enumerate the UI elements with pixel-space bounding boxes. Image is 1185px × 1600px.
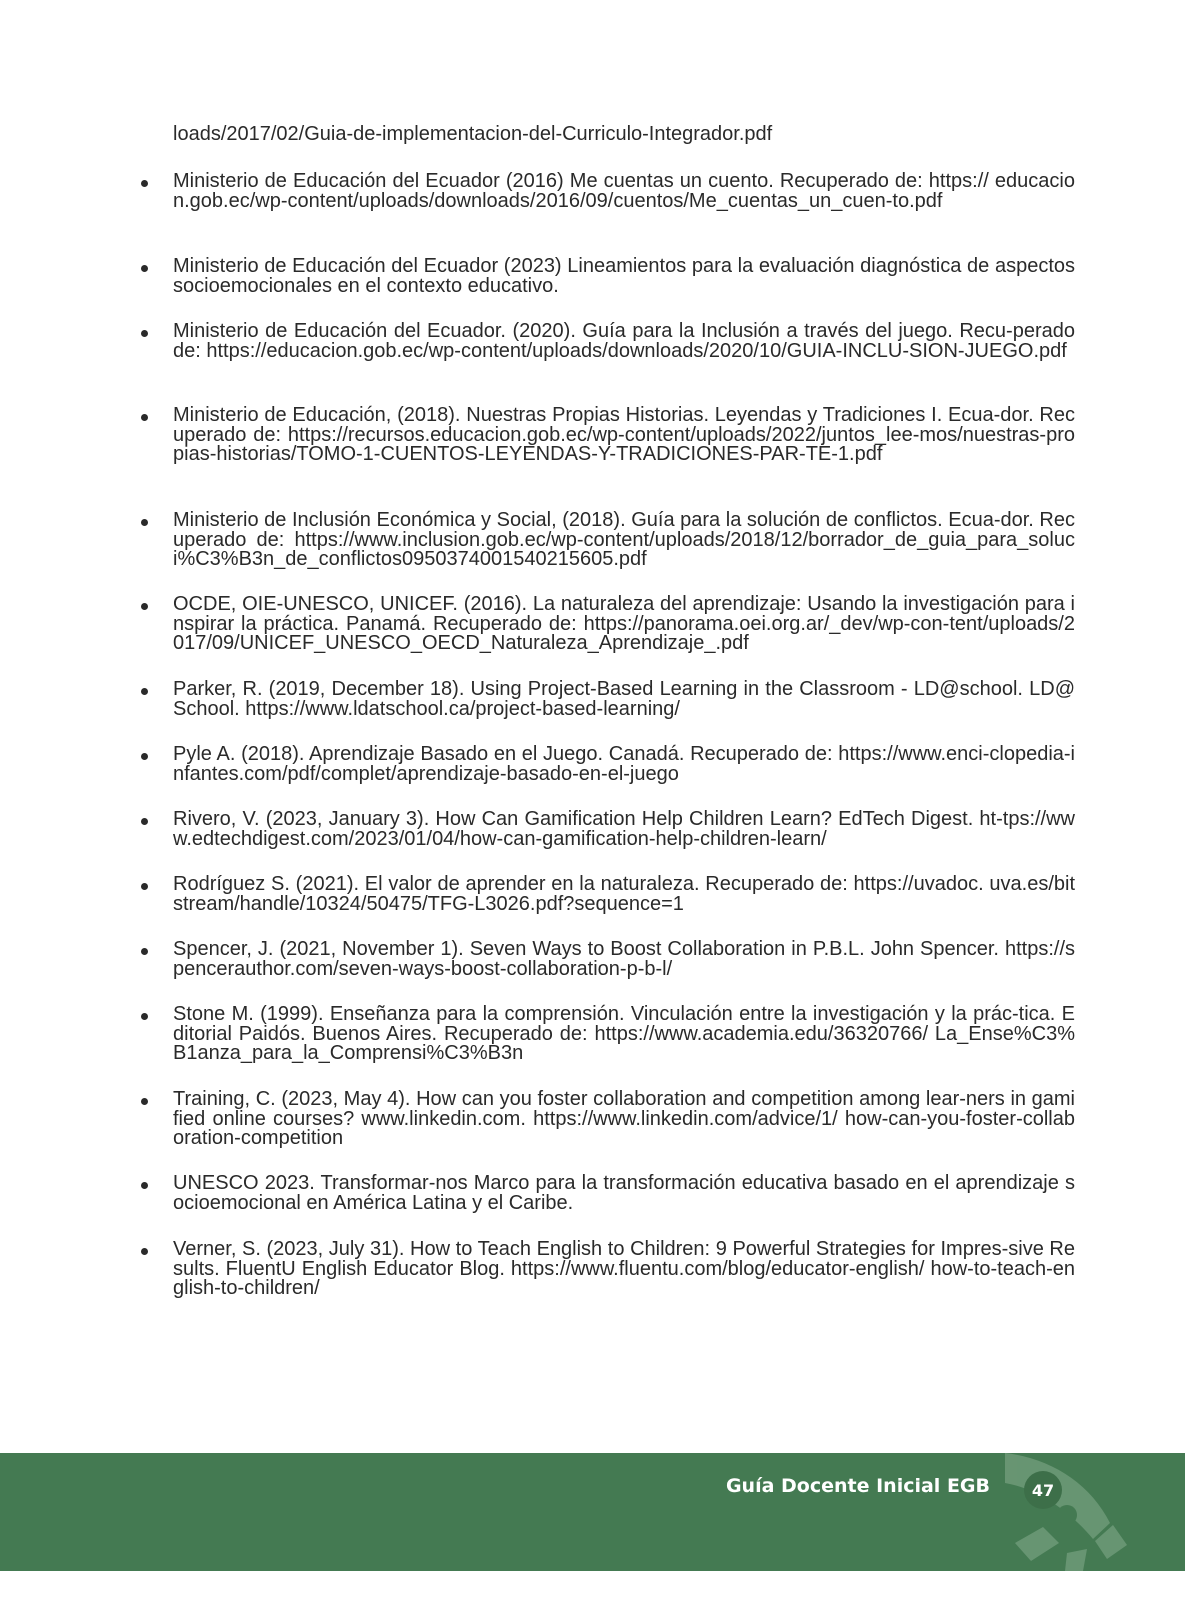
page-number-badge <box>1024 1471 1062 1509</box>
bullet-icon <box>140 174 150 184</box>
reference-text: Stone M. (1999). Enseñanza para la comprensión. Vinculación entre la investigación y la prác-tica. Editorial Paidós. Buenos Aires. Recuperado de: https://www.academia.edu/36320766/ La_Ense%C3%B1anza_para_la_Comprensi%C3%B3n <box>173 1003 1075 1064</box>
bullet-icon <box>140 513 150 523</box>
reference-item <box>140 1174 1075 1213</box>
reference-text: Ministerio de Educación del Ecuador (2016) Me cuentas un cuento. Recuperado de: https:// educacion.gob.ec/wp-content/uploads/downloads/2016/09/cuentos/Me_cuentas_un_cuen-to.pdf <box>173 170 1075 212</box>
reference-item <box>140 745 1075 784</box>
reference-item <box>140 172 1075 211</box>
reference-text: Verner, S. (2023, July 31). How to Teach English to Children: 9 Powerful Strategies for Impres-sive Results. FluentU English Educator Blog. https://www.fluentu.com/blog/educator-english/ how-to-teach-english-to-children/ <box>173 1238 1075 1299</box>
footer-title: Guía Docente Inicial EGB <box>725 1475 990 1497</box>
bullet-icon <box>140 682 150 692</box>
reference-continuation: loads/2017/02/Guia-de-implementacion-del-Curriculo-Integrador.pdf <box>173 123 773 145</box>
reference-item <box>140 875 1075 914</box>
reference-text: Ministerio de Inclusión Económica y Social, (2018). Guía para la solución de conflictos. Ecua-dor. Recuperado de: https://www.inclusion.gob.ec/wp-content/uploads/2018/12/borrador_de_guia_para_soluci%C3%B3n_de_conflictos0950374001540215605.pdf <box>173 509 1075 570</box>
reference-text: UNESCO 2023. Transformar-nos Marco para la transformación educativa basado en el aprendizaje socioemocional en América Latina y el Caribe. <box>173 1172 1075 1214</box>
bullet-icon <box>140 747 150 757</box>
reference-item <box>140 1005 1075 1064</box>
reference-item <box>140 680 1075 719</box>
reference-text: OCDE, OIE-UNESCO, UNICEF. (2016). La naturaleza del aprendizaje: Usando la investigación para inspirar la práctica. Panamá. Recuperado de: https://panorama.oei.org.ar/_dev/wp-con-tent/uploads/2017/09/UNICEF_UNESCO_OECD_Naturaleza_Aprendizaje_.pdf <box>173 593 1075 654</box>
reference-item <box>140 1240 1075 1299</box>
page-number: 47 <box>1031 1480 1055 1500</box>
reference-item <box>140 595 1075 654</box>
bullet-icon <box>140 597 150 607</box>
bullet-icon <box>140 1007 150 1017</box>
reference-text: Ministerio de Educación del Ecuador (2023) Lineamientos para la evaluación diagnóstica de aspectos socioemocionales en el contexto educativo. <box>173 255 1075 297</box>
rocket-icon <box>995 1453 1135 1571</box>
bullet-icon <box>140 812 150 822</box>
bullet-icon <box>140 1092 150 1102</box>
reference-text: Parker, R. (2019, December 18). Using Project-Based Learning in the Classroom - LD@school. LD@School. https://www.ldatschool.ca/project-based-learning/ <box>173 678 1075 720</box>
reference-text: Ministerio de Educación del Ecuador. (2020). Guía para la Inclusión a través del juego. Recu-perado de: https://educacion.gob.ec/wp-content/uploads/downloads/2020/10/GUIA-INCLU-SION-JUEGO.pdf <box>173 320 1075 362</box>
reference-item <box>140 322 1075 361</box>
reference-item <box>140 406 1075 465</box>
reference-item <box>140 940 1075 979</box>
bullet-icon <box>140 408 150 418</box>
reference-item <box>140 810 1075 849</box>
reference-text: Spencer, J. (2021, November 1). Seven Ways to Boost Collaboration in P.B.L. John Spencer. https://spencerauthor.com/seven-ways-boost-collaboration-p-b-l/ <box>173 938 1075 980</box>
reference-item <box>140 257 1075 296</box>
page-footer <box>0 1453 1185 1571</box>
reference-text: Pyle A. (2018). Aprendizaje Basado en el Juego. Canadá. Recuperado de: https://www.enci-clopedia-infantes.com/pdf/complet/aprendizaje-basado-en-el-juego <box>173 743 1075 785</box>
bullet-icon <box>140 324 150 334</box>
reference-item <box>140 511 1075 570</box>
reference-item <box>140 1090 1075 1149</box>
reference-text: Rivero, V. (2023, January 3). How Can Gamification Help Children Learn? EdTech Digest. ht-tps://www.edtechdigest.com/2023/01/04/how-can-gamification-help-children-learn/ <box>173 808 1075 850</box>
bullet-icon <box>140 259 150 269</box>
reference-text: Rodríguez S. (2021). El valor de aprender en la naturaleza. Recuperado de: https://uvadoc. uva.es/bitstream/handle/10324/50475/TFG-L3026.pdf?sequence=1 <box>173 873 1075 915</box>
bullet-icon <box>140 942 150 952</box>
bullet-icon <box>140 877 150 887</box>
reference-text: Training, C. (2023, May 4). How can you foster collaboration and competition among lear-ners in gamified online courses? www.linkedin.com. https://www.linkedin.com/advice/1/ how-can-you-foster-collaboration-competition <box>173 1088 1075 1149</box>
bullet-icon <box>140 1242 150 1252</box>
bullet-icon <box>140 1176 150 1186</box>
reference-text: Ministerio de Educación, (2018). Nuestras Propias Historias. Leyendas y Tradiciones I. Ecua-dor. Recuperado de: https://recursos.educacion.gob.ec/wp-content/uploads/2022/juntos_lee-mos/nuestras-propias-historias/TOMO-1-CUENTOS-LEYENDAS-Y-TRADICIONES-PAR-TE-1.pdf <box>173 404 1075 465</box>
